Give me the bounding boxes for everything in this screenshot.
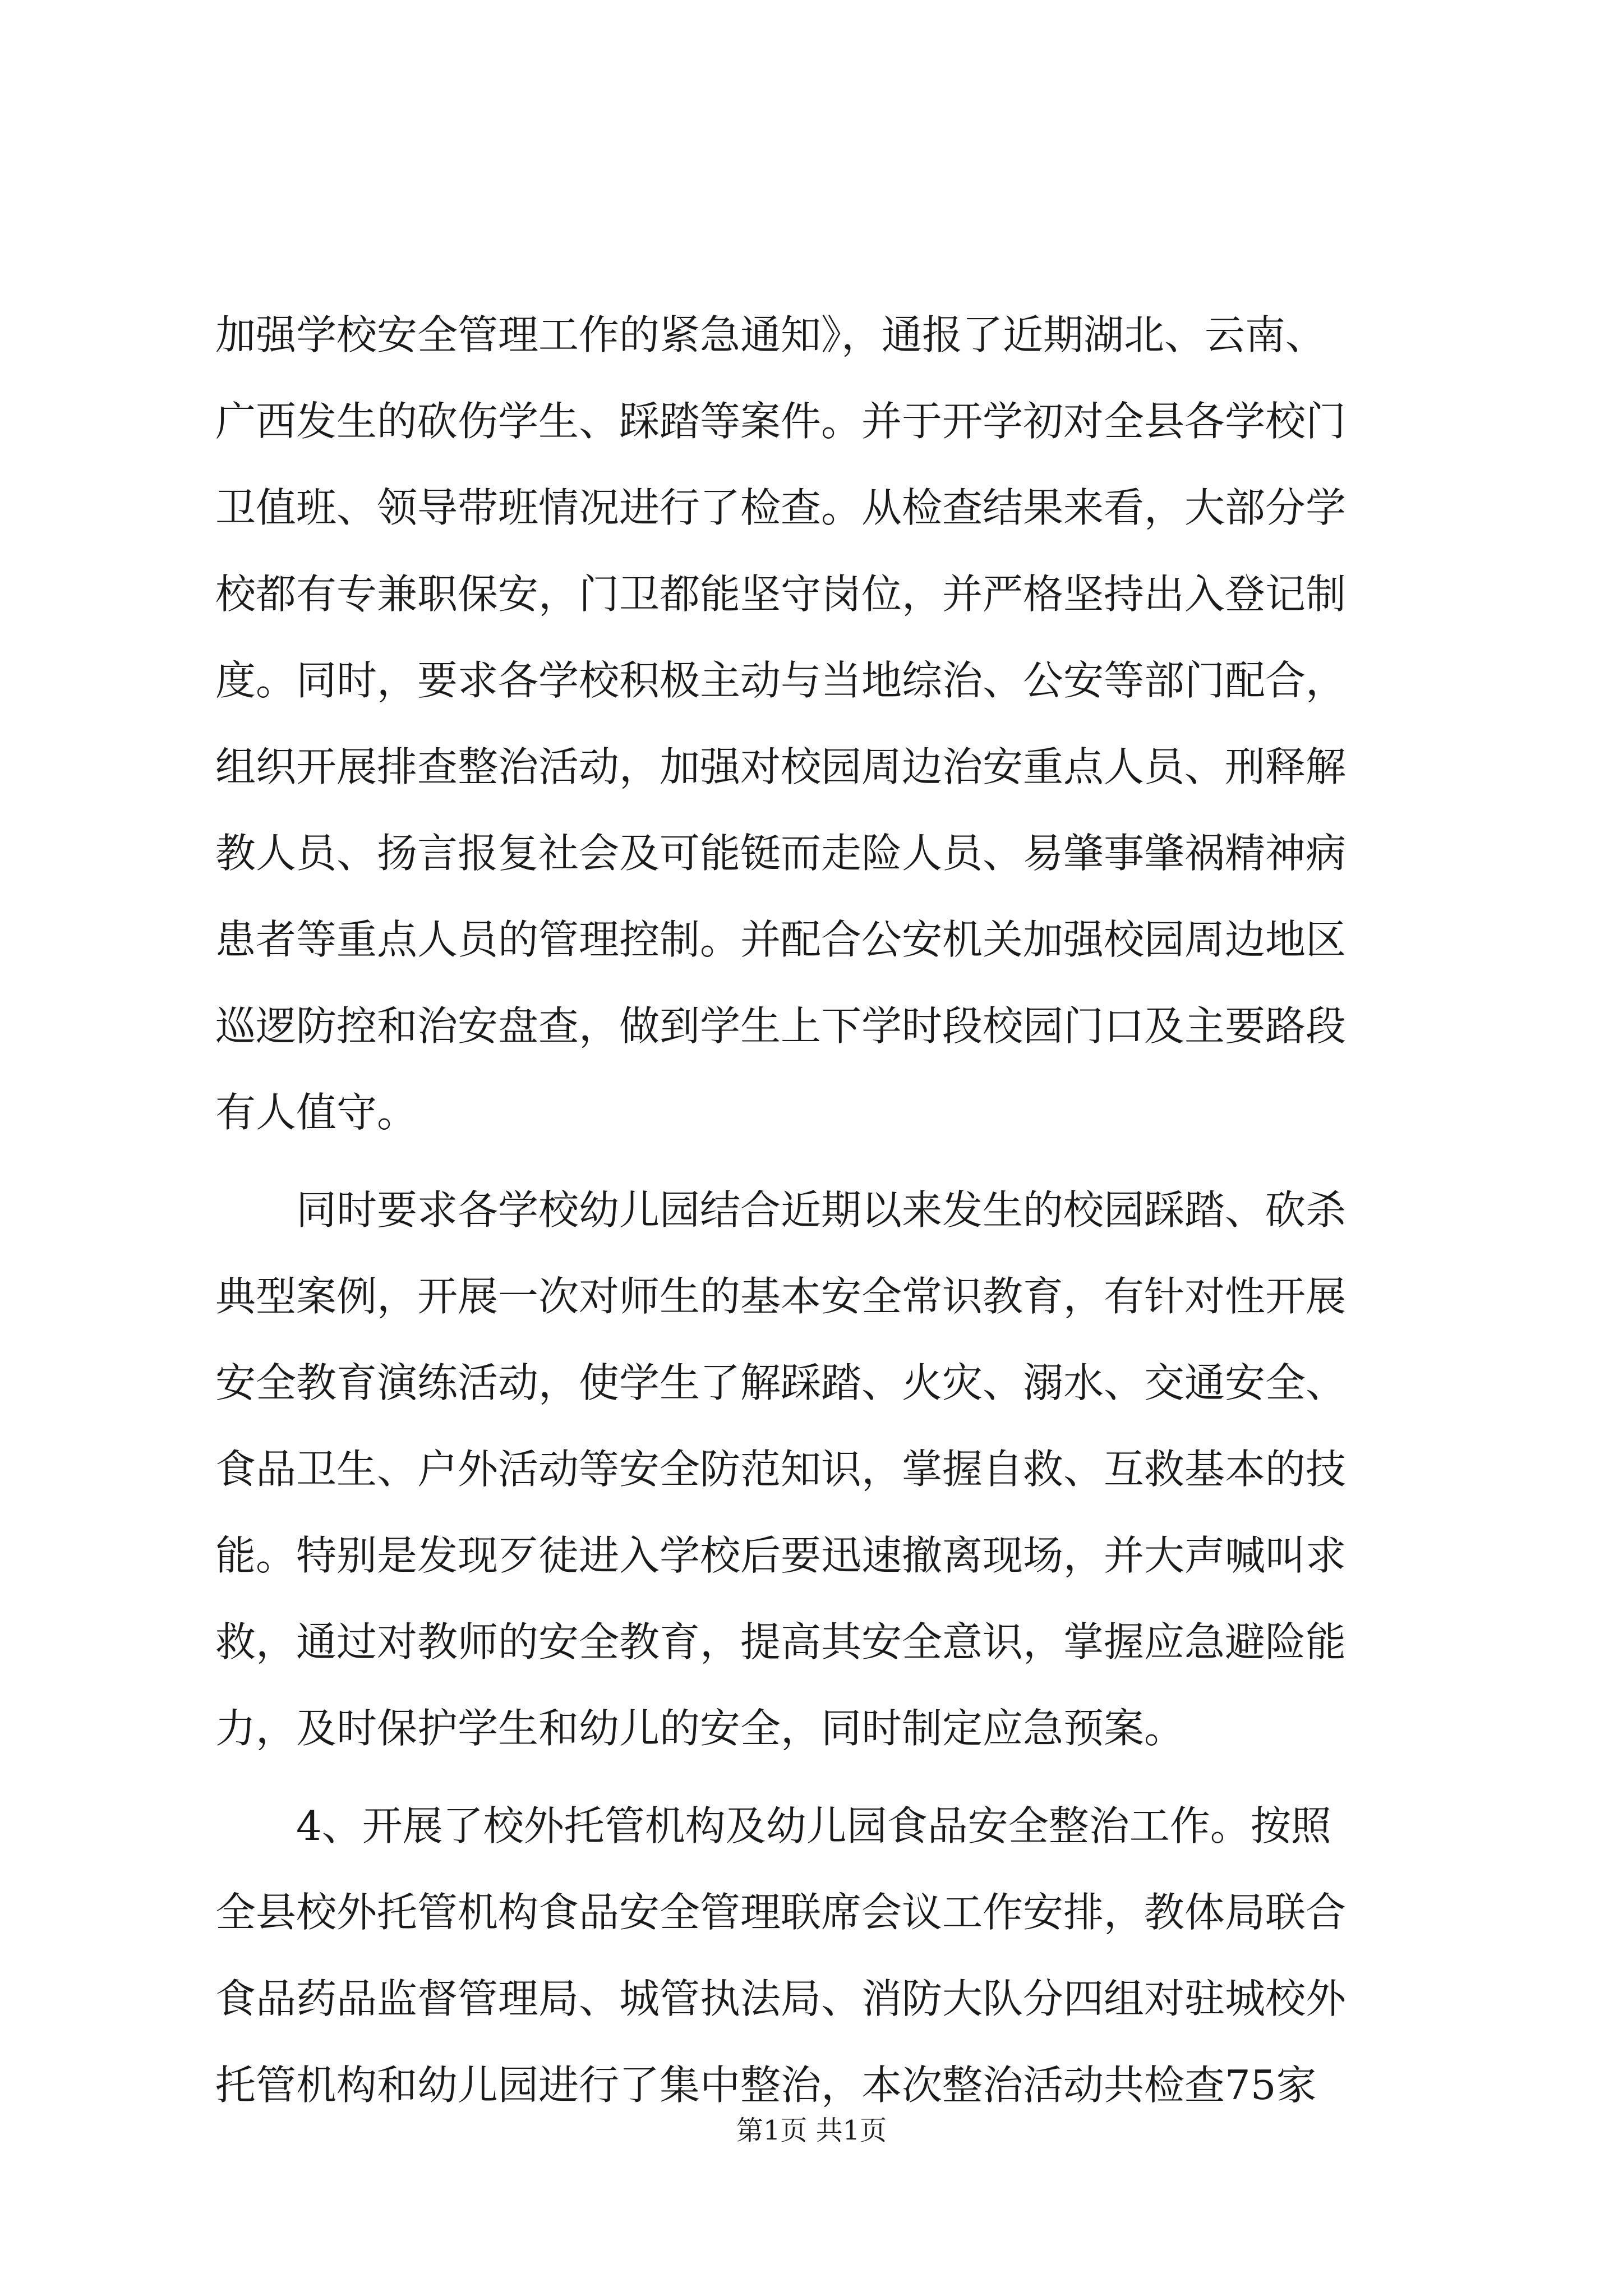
page-number-label: 第1页 共1页 <box>736 2115 887 2146</box>
paragraph-2 <box>215 1167 1432 1772</box>
text-line: 患者等重点人员的管理控制。并配合公安机关加强校园周边地区 <box>215 916 1347 963</box>
text-line: 有人值守。 <box>215 1089 418 1136</box>
text-line: 巡逻防控和治安盘查，做到学生上下学时段校园门口及主要路段 <box>215 1002 1347 1050</box>
text-line: 度。同时，要求各学校积极主动与当地综治、公安等部门配合， <box>215 657 1347 704</box>
text-line: 食品药品监督管理局、城管执法局、消防大队分四组对驻城校外 <box>215 1975 1347 2022</box>
text-line: 能。特别是发现歹徒进入学校后要迅速撤离现场，并大声喊叫求 <box>215 1532 1347 1579</box>
text-line: 加强学校安全管理工作的紧急通知》，通报了近期湖北、云南、 <box>215 311 1326 358</box>
text-line: 安全教育演练活动，使学生了解踩踏、火灾、溺水、交通安全、 <box>215 1359 1347 1406</box>
text-line: 4、开展了校外托管机构及幼儿园食品安全整治工作。按照 <box>296 1802 1331 1849</box>
text-line: 教人员、扬言报复社会及可能铤而走险人员、易肇事肇祸精神病 <box>215 830 1347 877</box>
text-line: 卫值班、领导带班情况进行了检查。从检查结果来看，大部分学 <box>215 484 1347 531</box>
text-line: 校都有专兼职保安，门卫都能坚守岗位，并严格坚持出入登记制 <box>215 570 1347 618</box>
paragraph-1 <box>215 292 1432 1156</box>
text-line: 典型案例，开展一次对师生的基本安全常识教育，有针对性开展 <box>215 1273 1347 1320</box>
text-line: 组织开展排查整治活动，加强对校园周边治安重点人员、刑释解 <box>215 743 1347 790</box>
paragraph-spacer <box>215 1772 1432 1783</box>
text-line: 广西发生的砍伤学生、踩踏等案件。并于开学初对全县各学校门 <box>215 398 1347 445</box>
document-body <box>215 292 1432 2128</box>
page-footer <box>0 2114 1623 2147</box>
text-line: 力，及时保护学生和幼儿的安全，同时制定应急预案。 <box>215 1705 1185 1752</box>
text-line: 托管机构和幼儿园进行了集中整治，本次整治活动共检查75家 <box>215 2062 1317 2109</box>
paragraph-spacer <box>215 1156 1432 1167</box>
paragraph-3 <box>215 1783 1432 2128</box>
text-line: 救，通过对教师的安全教育，提高其安全意识，掌握应急避险能 <box>215 1618 1347 1665</box>
text-line: 全县校外托管机构食品安全管理联席会议工作安排，教体局联合 <box>215 1889 1347 1936</box>
text-line: 同时要求各学校幼儿园结合近期以来发生的校园踩踏、砍杀 <box>296 1186 1347 1234</box>
text-line: 食品卫生、户外活动等安全防范知识，掌握自救、互救基本的技 <box>215 1446 1347 1493</box>
